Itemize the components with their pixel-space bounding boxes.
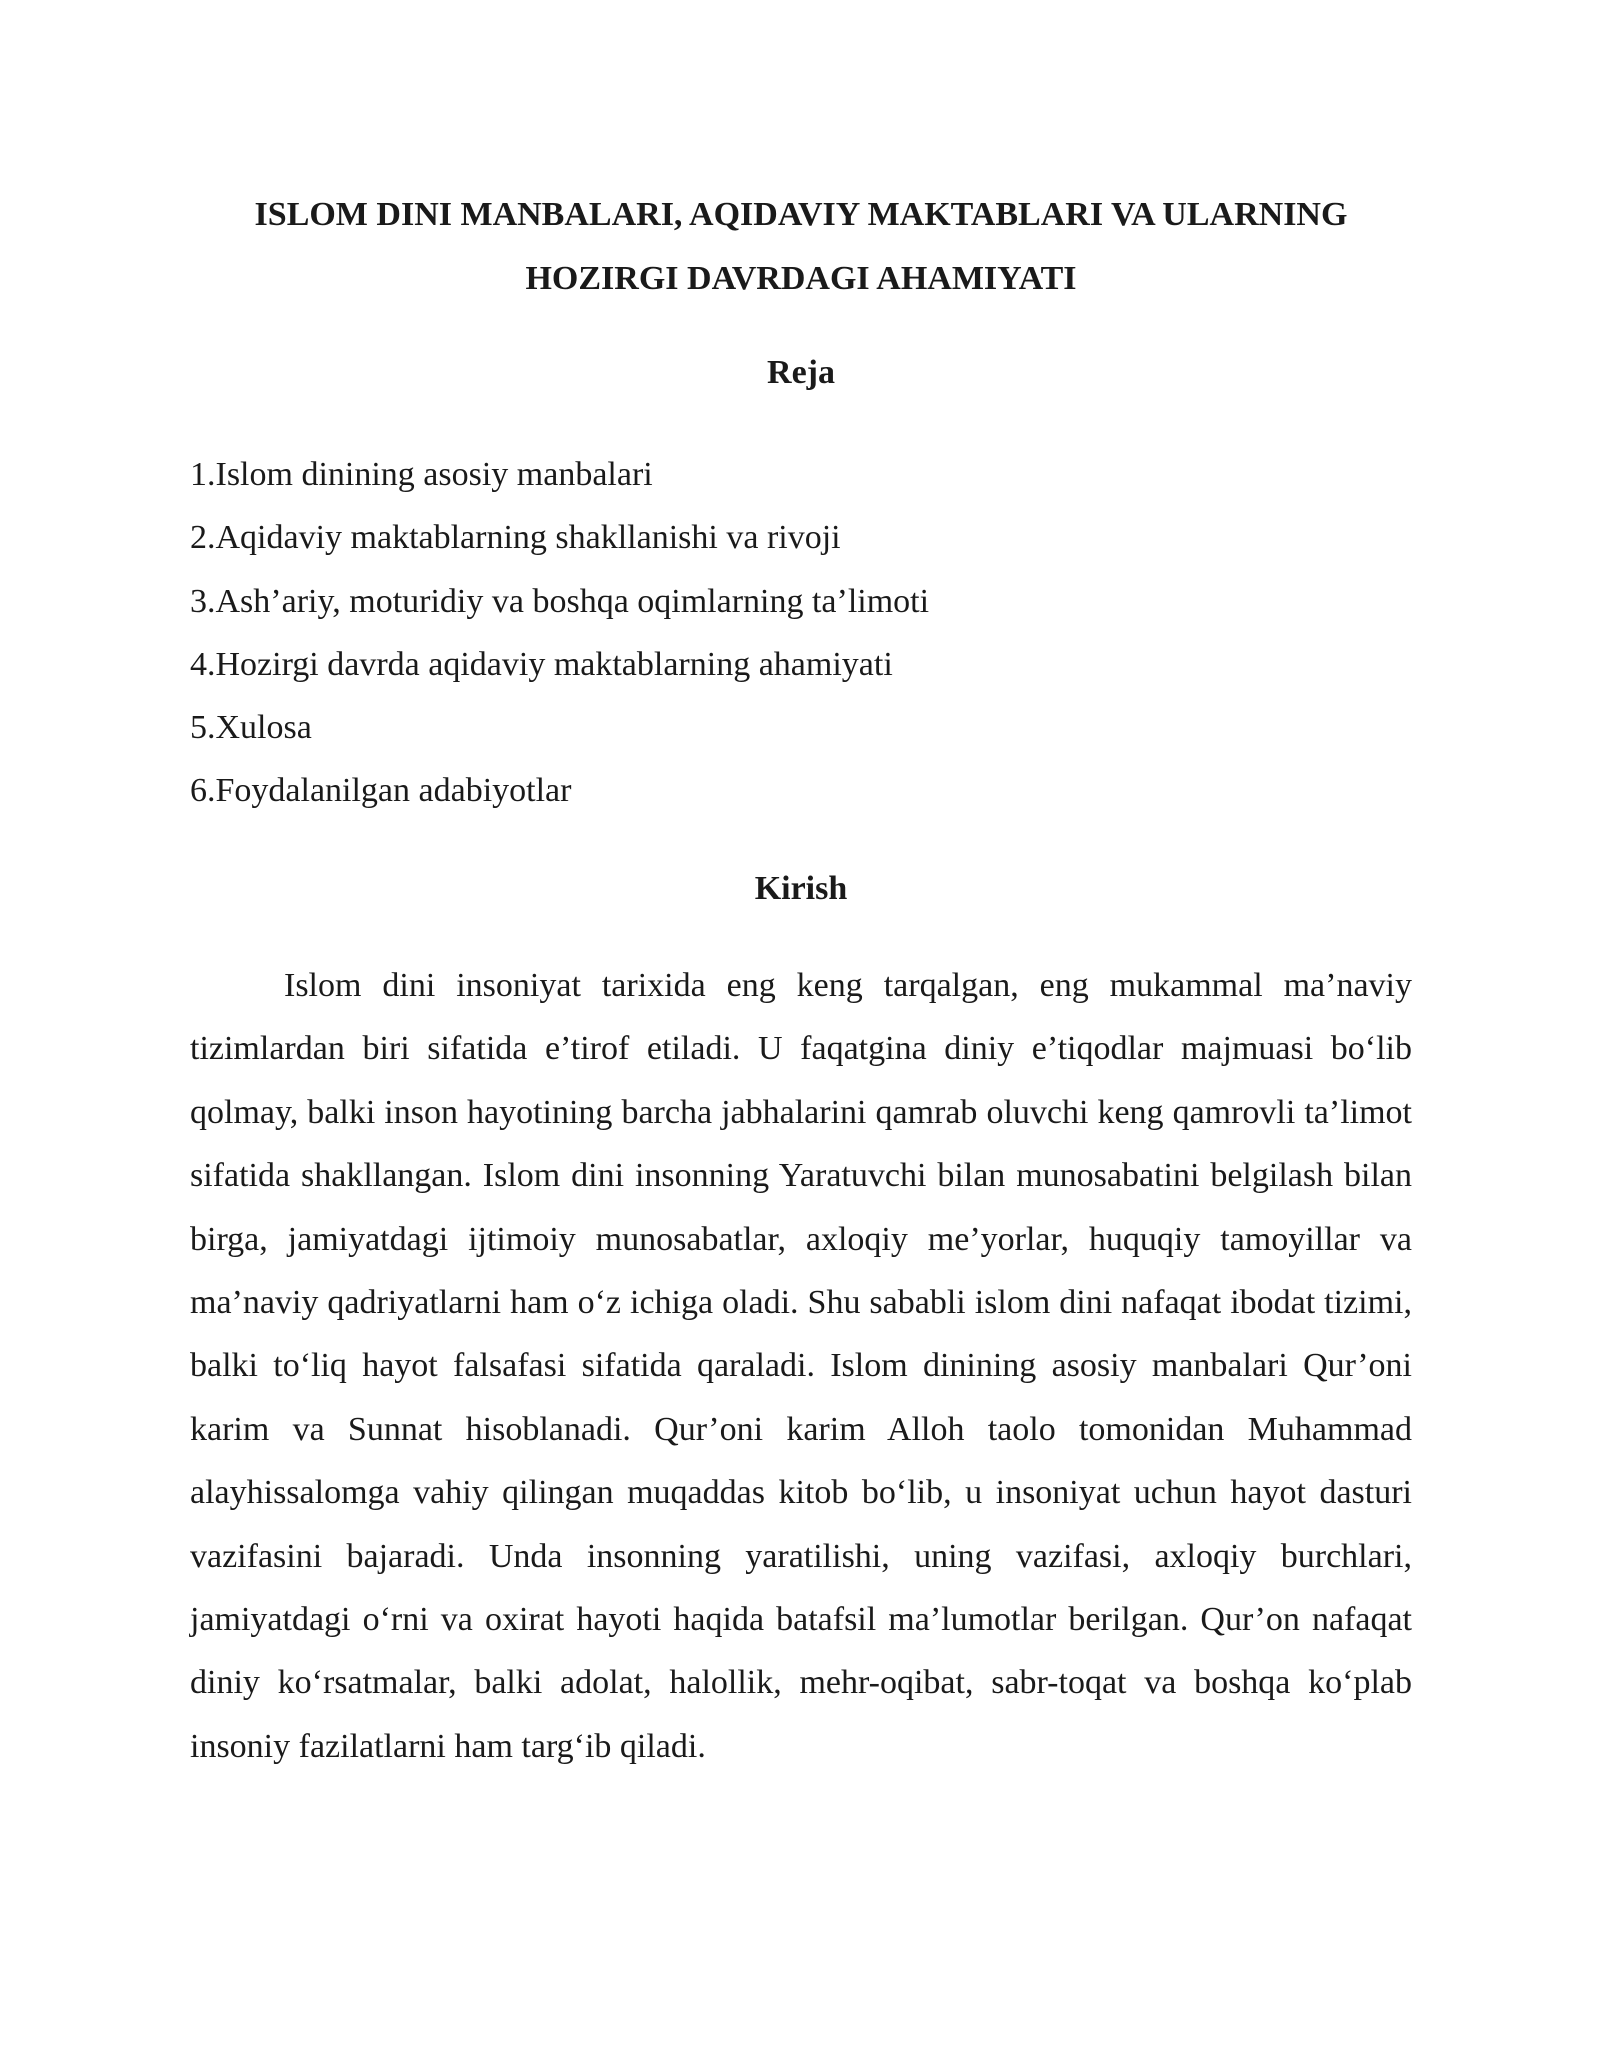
plan-item: 4.Hozirgi davrda aqidaviy maktablarning ahamiyati [190, 645, 893, 683]
document-title: ISLOM DINI MANBALARI, AQIDAVIY MAKTABLARI VA ULARNING HOZIRGI DAVRDAGI AHAMIYATI [254, 196, 1348, 297]
plan-list [190, 443, 1412, 823]
plan-item: 3.Ash’ariy, moturidiy va boshqa oqimlarning ta’limoti [190, 582, 930, 620]
plan-item: 1.Islom dinining asosiy manbalari [190, 456, 653, 493]
intro-paragraph: Islom dini insoniyat tarixida eng keng tarqalgan, eng mukammal ma’naviy tizimlardan biri sifatida e’tirof etiladi. U faqatgina diniy e’tiqodlar majmuasi bo‘lib qolmay, balki inson hayotining barcha jabhalarini qamrab oluvchi keng qamrovli ta’limot sifatida shakllangan. Islom dini insonning Yaratuvchi bilan munosabatini belgilash bilan birga, jamiyatdagi ijtimoiy munosabatlar, axloqiy me’yorlar, huquqiy tamoyillar va ma’naviy qadriyatlarni ham o‘z ichiga oladi. Shu sababli islom dini nafaqat ibodat tizimi, balki to‘liq hayot falsafasi sifatida qaraladi. Islom dinining asosiy manbalari Qur’oni karim va Sunnat hisoblanadi. Qur’oni karim Alloh taolo tomonidan Muhammad alayhissalomga vahiy qilingan muqaddas kitob bo‘lib, u insoniyat uchun hayot dasturi vazifasini bajaradi. Unda insonning yaratilishi, uning vazifasi, axloqiy burchlari, jamiyatdagi o‘rni va oxirat hayoti haqida batafsil ma’lumotlar berilgan. Qur’on nafaqat diniy ko‘rsatmalar, balki adolat, halollik, mehr-oqibat, sabr-toqat va boshqa ko‘plab insoniy fazilatlarni ham targ‘ib qiladi. [190, 967, 1412, 1765]
plan-heading: Reja [767, 354, 835, 391]
intro-heading: Kirish [754, 870, 848, 907]
plan-item: 6.Foydalanilgan adabiyotlar [190, 772, 572, 810]
plan-item: 2.Aqidaviy maktablarning shakllanishi va rivoji [190, 519, 841, 557]
plan-item: 5.Xulosa [190, 709, 312, 747]
